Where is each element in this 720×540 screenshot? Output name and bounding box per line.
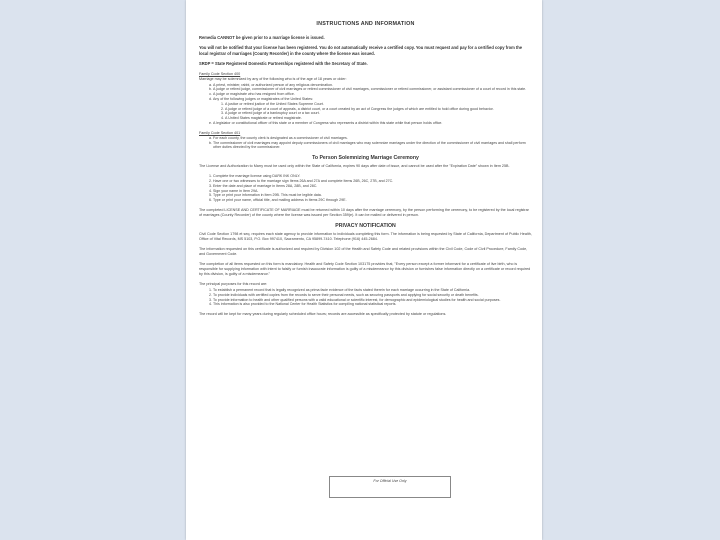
srdp-note: SRDP = State Registered Domestic Partnerships registered with the Secretary of State. — [199, 61, 368, 67]
code-400-heading: Family Code Section 400 — [199, 71, 241, 76]
code-400-sublist — [213, 102, 532, 121]
list-item: a. For each county, the county clerk is designated as a commissioner of civil marriages. — [213, 136, 532, 141]
list-item — [213, 97, 532, 121]
page-title: INSTRUCTIONS AND INFORMATION — [316, 21, 415, 27]
code-401-heading: Family Code Section 401 — [199, 130, 241, 135]
purposes-list — [199, 288, 532, 307]
list-item: a. A priest, minister, rabbi, or authorized person of any religious denomination. — [213, 83, 532, 88]
return-note: The completed LICENSE AND CERTIFICATE OF MARRIAGE must be returned within 10 days after the marriage ceremony, by the person performing the ceremony, to be registered by the local registrar of marriages (County Recorder) of the county where the license was issued per Section 359(e). It can be mailed or delivered in person. — [199, 207, 529, 217]
list-item: 4. This information is also provided to the National Center for Health Statistics for compiling national statistical reports. — [213, 302, 532, 307]
solemnizing-heading: To Person Solemnizing Marriage Ceremony — [312, 155, 419, 162]
notice-text: Remedia CANNOT be given prior to a marriage license is issued. — [199, 35, 325, 40]
privacy-paragraph: Civil Code Section 1798 et seq. requires each state agency to provide information to individuals completing this form. The information is being requested by State of California, Department of Public Health, Office of Vital Records, MS 5103, P.O. Box 997410, Sacramento, CA 95899-7410. Telephone (916) 445-2684. — [199, 231, 532, 241]
code-401-list — [199, 136, 532, 150]
list-item: 5. Type or print your information in Item 29B. This must be legible data. — [213, 193, 532, 198]
list-item: e. A legislator or constitutional officer of this state or a member of Congress who represents a district within this state while that person holds office. — [213, 121, 532, 126]
sub-list-item: 3. A judge or retired judge of a bankruptcy court or a tax court. — [225, 111, 532, 116]
purposes-intro: The principal purposes for this record are: — [199, 281, 268, 286]
list-item: b. The commissioner of civil marriages may appoint deputy commissioners of civil marriages who may solemnize marriages under the direction of the commissioner of civil marriages and shall perform other duties directed by the commissioner. — [213, 141, 532, 151]
list-item: b. A judge or retired judge, commissioner of civil marriages or retired commissioner of civil marriages, commissioner or retired commissioner, or assistant commissioner of a court of record in this state. — [213, 87, 532, 92]
official-use-box — [329, 476, 451, 498]
privacy-closing: The record will be kept for many years during regularly scheduled office hours; records are accessible as specifically protected by statute or regulations. — [199, 312, 447, 317]
code-400-intro: Marriage may be solemnized by any of the following who is of the age of 18 years or older: — [199, 76, 347, 81]
code-400-list — [199, 83, 532, 126]
sub-list-item: 4. A United States magistrate or retired magistrate. — [225, 116, 532, 121]
list-item: 2. To provide individuals with certified copies from the records to serve their personal needs, such as securing passports and applying for social security or death benefits. — [213, 293, 532, 298]
document-content — [199, 21, 532, 322]
list-item: c. A judge or magistrate who has resigned from office. — [213, 92, 532, 97]
list-item: 1. Complete the marriage license using DARK INK ONLY. — [213, 174, 532, 179]
list-item: 6. Type or print your name, official title, and mailing address in Items 29C through 29E. — [213, 198, 532, 203]
list-item-text: Any of the following judges or magistrates of the United States: — [213, 97, 314, 102]
sub-list-item: 1. A justice or retired justice of the United States Supreme Court. — [225, 102, 532, 107]
list-item: 1. To establish a permanent record that is legally recognized as prima facie evidence of the facts stated therein for each marriage occurring in the State of California. — [213, 288, 532, 293]
list-item: 3. To provide information to health and other qualified persons with a valid educational or scientific interest, for demographic and epidemiological studies for health and social purposes. — [213, 298, 532, 303]
sub-list-item: 2. A judge or retired judge of a court of appeals, a district court, or a court created by an act of Congress the judges of which are entitled to hold office during good behavior. — [225, 107, 532, 112]
privacy-paragraph: The completion of all items requested on this form is mandatory. Health and Safety Code Section 103175 provides that, "Every person except a former informant for a certificate of live birth, who is responsible for supplying information with intent to falsify or furnish inaccurate information is guilty of a misdemeanor by this division or furnishes false information directly on a certificate or record required by this division, is guilty of a misdemeanor." — [199, 261, 531, 276]
list-item: 4. Sign your name in Item 29A. — [213, 189, 532, 194]
official-use-label: For Official Use Only — [373, 479, 407, 483]
solemnizing-intro: The License and Authorization to Marry must be used only within the State of California, expires 90 days after date of issue, and cannot be used after the "Expiration Date" shown in Item 25B. — [199, 164, 510, 169]
list-item: 3. Enter the date and place of marriage in Items 28A, 28B, and 28C. — [213, 184, 532, 189]
solemnizing-steps — [199, 174, 532, 203]
certified-copy-notice: You will not be notified that your license has been registered. You do not automatically receive a certified copy. You must request and pay for a certified copy from the local registrar of marriages (County Recorder) in the county where the license was issued. — [199, 45, 523, 56]
privacy-paragraph: The information requested on this certificate is authorized and required by Division 102 of the Health and Safety Code and related provisions within the Civil Code, Code of Civil Procedure, Family Code, and Government Code. — [199, 246, 528, 256]
list-item: 2. Have one or two witnesses to the marriage sign Items 26A and 27A and complete Items 26B, 26C, 27B, and 27C. — [213, 179, 532, 184]
document-page — [186, 0, 542, 540]
privacy-heading: PRIVACY NOTIFICATION — [335, 222, 396, 229]
